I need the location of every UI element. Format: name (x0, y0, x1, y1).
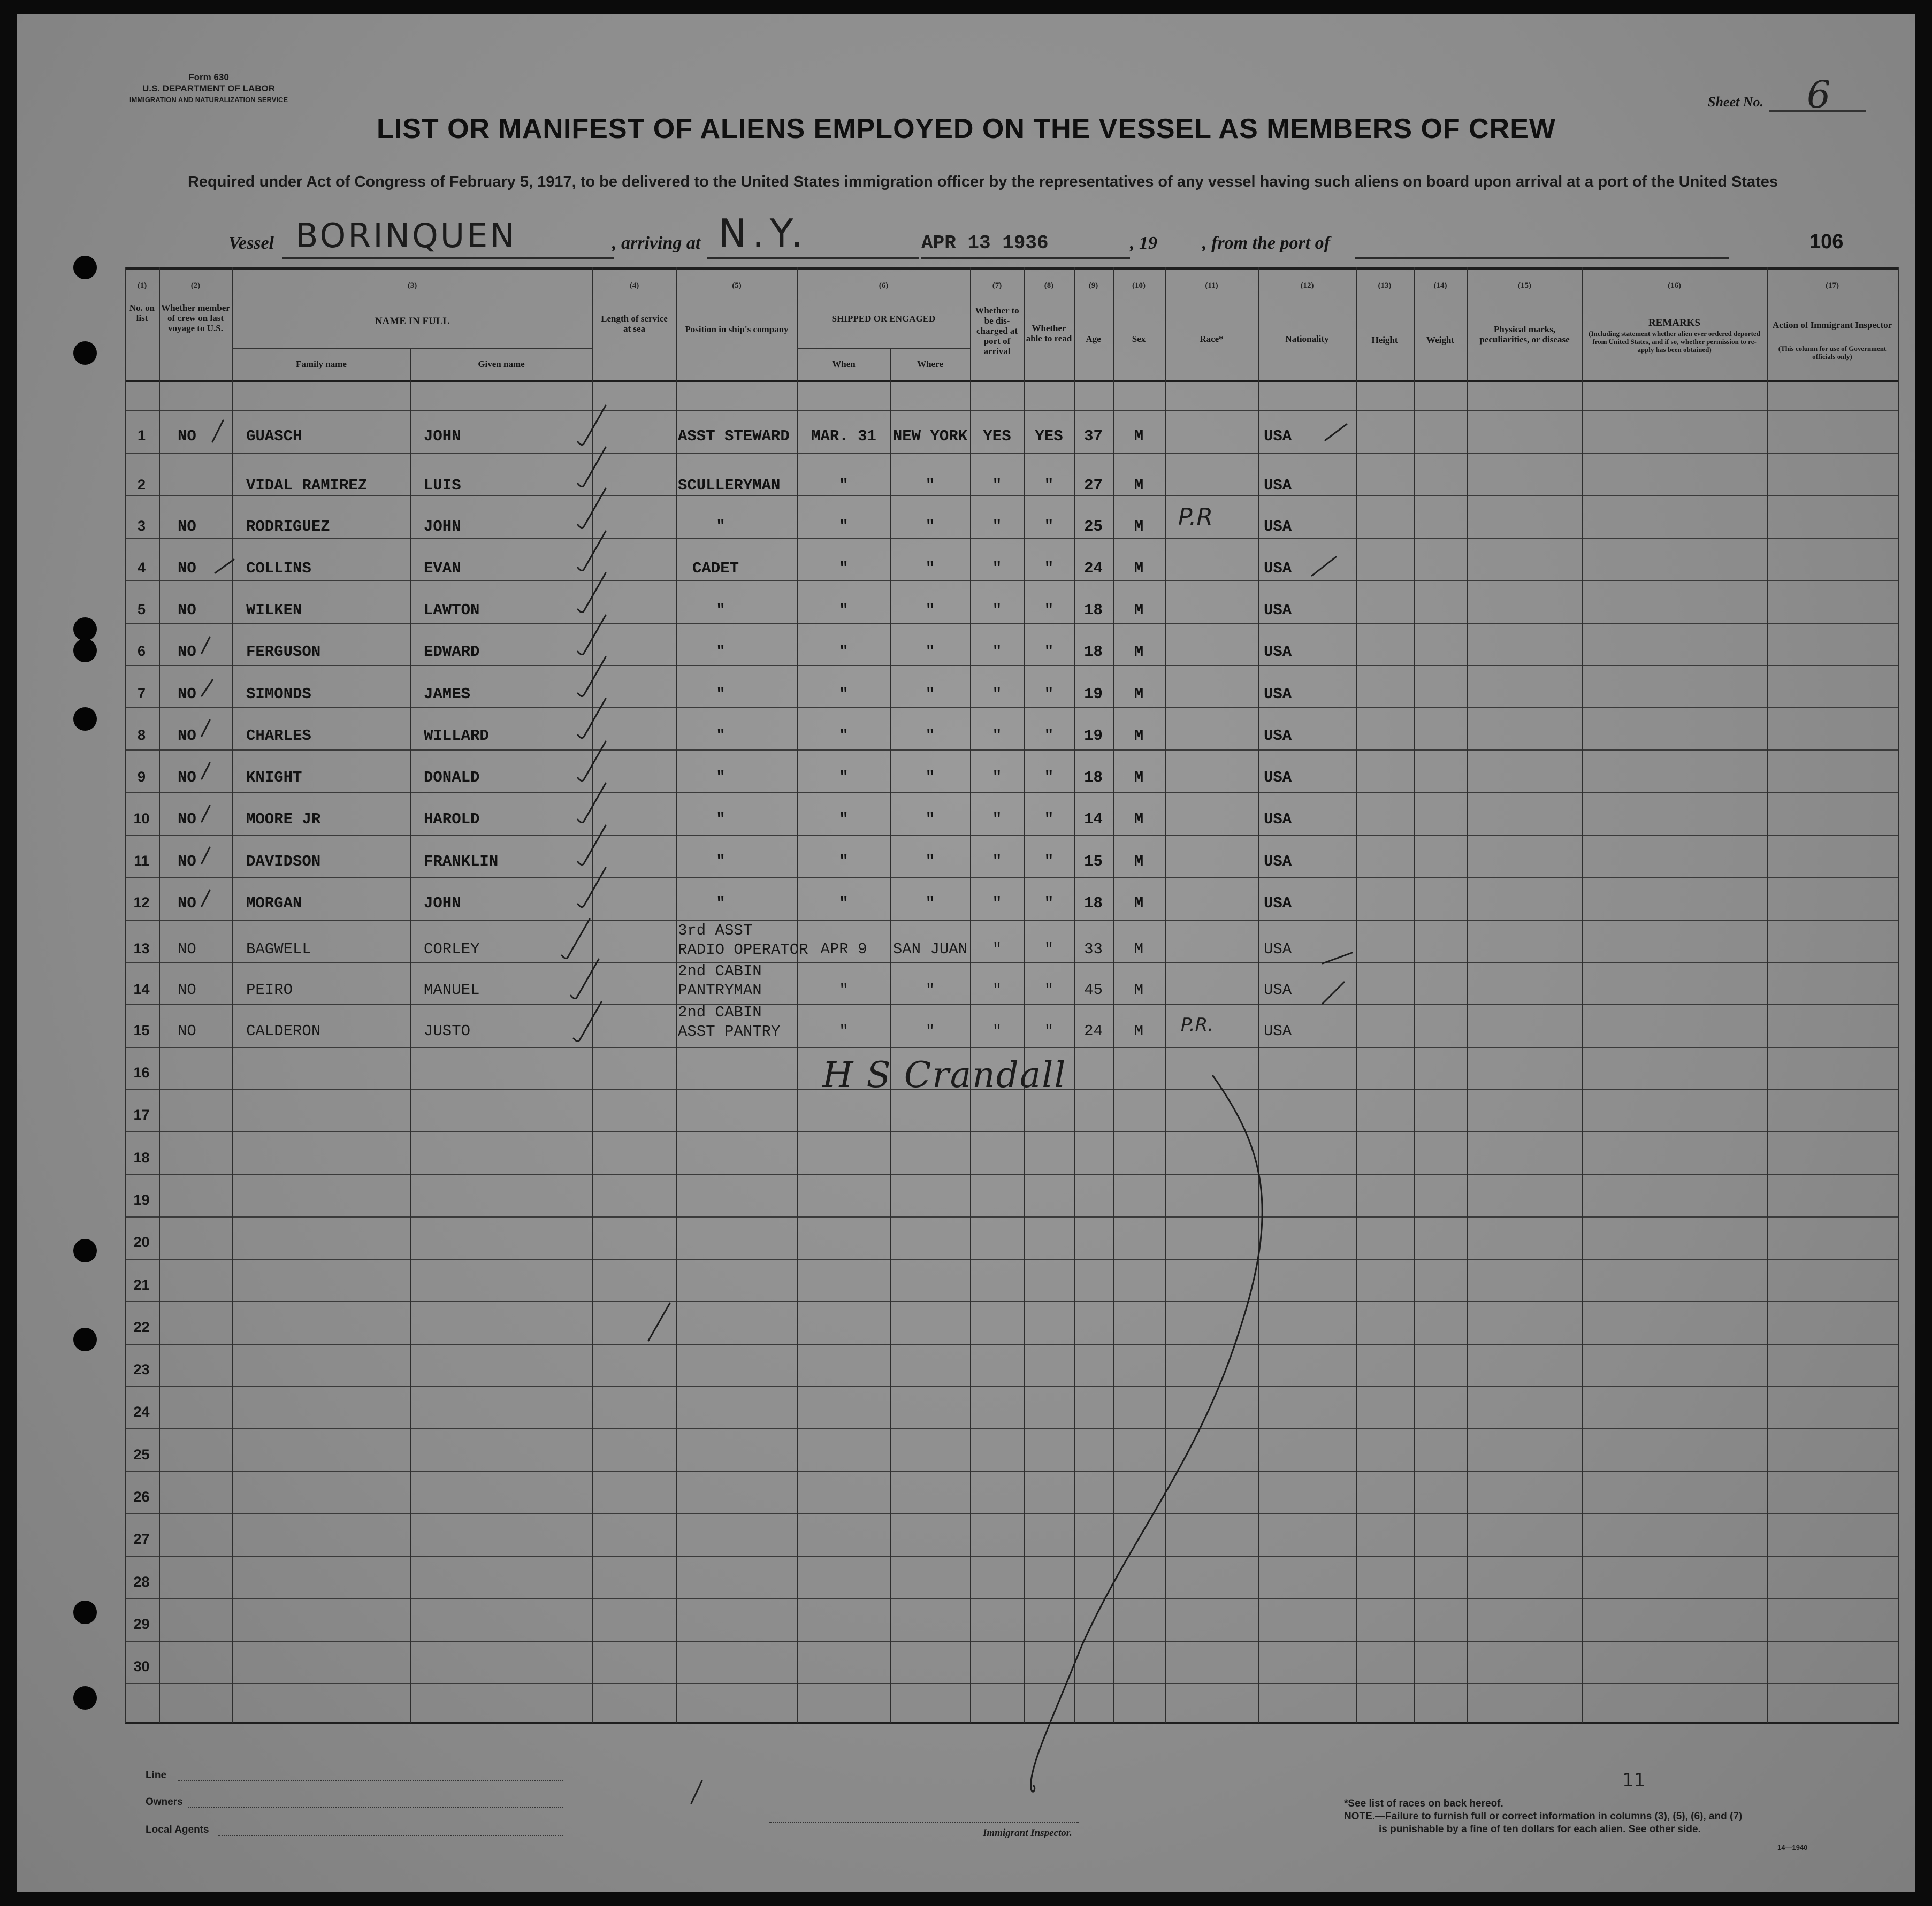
cell-given: DONALD (424, 769, 480, 786)
race-handwritten: P.R (1178, 503, 1213, 531)
cell-when: " (839, 894, 849, 912)
cell-family: SIMONDS (246, 685, 311, 703)
date-stamp: APR 13 1936 (921, 232, 1049, 254)
col-number: (5) (732, 281, 742, 290)
row-number: 23 (133, 1361, 150, 1377)
cell-nationality: USA (1264, 727, 1292, 745)
cell-sex: M (1134, 643, 1144, 661)
cell-given: EDWARD (424, 643, 480, 661)
cell-family: RODRIGUEZ (246, 518, 330, 535)
handwritten-marks (17, 14, 1915, 1892)
manifest-sheet (17, 14, 1915, 1892)
signature: H S Crandall (822, 1054, 1067, 1096)
cell-discharged: " (992, 769, 1002, 786)
cell-age: 15 (1084, 853, 1103, 870)
row-number: 16 (133, 1065, 150, 1081)
cell-sex: M (1134, 853, 1144, 870)
cell-age: 24 (1084, 1022, 1103, 1040)
cell-where: " (925, 769, 935, 786)
cell-given: HAROLD (424, 810, 480, 828)
cell-discharged: " (992, 518, 1002, 535)
col-number: (10) (1132, 281, 1146, 290)
cell-member: NO (178, 810, 196, 828)
cell-discharged: " (992, 560, 1002, 577)
cell-member: NO (178, 727, 196, 745)
header-race: Race* (1200, 334, 1224, 344)
cell-age: 18 (1084, 601, 1103, 619)
header-member-last-voyage: Whether member of crew on last voyage to U.S. (161, 303, 230, 333)
cell-age: 19 (1084, 685, 1103, 703)
cell-read: " (1044, 1022, 1054, 1040)
vessel-name: BORINQUEN (295, 216, 517, 255)
cell-family: GUASCH (246, 427, 302, 445)
cell-family: BAGWELL (246, 940, 311, 958)
year-label: , 19 (1130, 233, 1157, 253)
cell-where: NEW YORK (892, 427, 968, 445)
row-number: 4 (137, 560, 146, 576)
document-subtitle: Required under Act of Congress of February 5, 1917, to be delivered to the United States immigration officer by the representatives of any vessel having such aliens on board upon arrival at a port of the United States (187, 173, 1778, 190)
race-handwritten: P.R. (1181, 1014, 1214, 1036)
row-number: 14 (133, 981, 150, 997)
cell-sex: M (1134, 769, 1144, 786)
col-number: (3) (407, 281, 417, 290)
cell-position: " (716, 685, 726, 703)
row-number: 25 (133, 1446, 150, 1463)
cell-when: " (839, 981, 849, 999)
cell-discharged: " (992, 940, 1002, 958)
form-number: Form 630 (188, 72, 229, 82)
cell-position: " (716, 810, 726, 828)
cell-when: APR 9 (820, 940, 867, 958)
inspector-signature-field (769, 1822, 1079, 1823)
cell-member: NO (178, 643, 196, 661)
row-number: 21 (133, 1277, 150, 1293)
row-number: 10 (133, 810, 150, 826)
header-where: Where (917, 359, 943, 369)
cell-when: " (839, 810, 849, 828)
cell-discharged: " (992, 894, 1002, 912)
col-number: (4) (629, 281, 639, 290)
footer-agents-label: Local Agents (146, 1824, 209, 1835)
cell-sex: M (1134, 560, 1144, 577)
header-sex: Sex (1132, 334, 1146, 344)
cell-given: JUSTO (424, 1022, 471, 1040)
cell-nationality: USA (1264, 427, 1292, 445)
cell-nationality: USA (1264, 810, 1292, 828)
sheet-number: 6 (1807, 73, 1831, 117)
cell-position: " (716, 894, 726, 912)
cell-member: NO (178, 427, 196, 445)
cell-given: EVAN (424, 560, 461, 577)
cell-position: " (716, 601, 726, 619)
cell-sex: M (1134, 940, 1144, 958)
cell-age: 18 (1084, 769, 1103, 786)
cell-discharged: " (992, 643, 1002, 661)
cell-where: " (925, 643, 935, 661)
col-number: (9) (1088, 281, 1098, 290)
cell-age: 18 (1084, 894, 1103, 912)
row-number: 15 (133, 1022, 150, 1038)
footnote-races: *See list of races on back hereof. (1344, 1798, 1503, 1809)
cell-given: JOHN (424, 518, 461, 535)
cell-family: WILKEN (246, 601, 302, 619)
cell-position: " (716, 727, 726, 745)
row-number: 3 (137, 518, 146, 534)
cell-position: " (716, 853, 726, 870)
cell-age: 19 (1084, 727, 1103, 745)
cell-read: " (1044, 518, 1054, 535)
header-discharged: Whether to be dis-charged at port of arrival (975, 305, 1019, 356)
cell-nationality: USA (1264, 477, 1292, 494)
cell-discharged: " (992, 981, 1002, 999)
cell-nationality: USA (1264, 685, 1292, 703)
cell-member: NO (178, 894, 196, 912)
col-number: (7) (992, 281, 1002, 290)
cell-given: CORLEY (424, 940, 480, 958)
header-nationality: Nationality (1285, 334, 1329, 344)
cell-discharged: " (992, 727, 1002, 745)
cell-age: 33 (1084, 940, 1103, 958)
col-number: (16) (1668, 281, 1681, 290)
row-number: 13 (133, 940, 150, 956)
col-number: (2) (190, 281, 201, 290)
cell-age: 27 (1084, 477, 1103, 494)
service-name: IMMIGRATION AND NATURALIZATION SERVICE (129, 96, 288, 104)
cell-discharged: " (992, 810, 1002, 828)
cell-discharged: " (992, 853, 1002, 870)
cell-member: NO (178, 853, 196, 870)
cell-nationality: USA (1264, 981, 1292, 999)
cell-age: 37 (1084, 427, 1103, 445)
cell-when: MAR. 31 (811, 427, 876, 445)
cell-sex: M (1134, 981, 1144, 999)
cell-member: NO (178, 518, 196, 535)
cell-family: COLLINS (246, 560, 311, 577)
cell-when: " (839, 518, 849, 535)
header-action: Action of Immigrant Inspector (1772, 320, 1892, 330)
cell-family: MOORE JR (246, 810, 321, 828)
cell-member: NO (178, 981, 196, 999)
cell-age: 14 (1084, 810, 1103, 828)
cell-position: CADET (692, 560, 739, 577)
cell-family: VIDAL RAMIREZ (246, 477, 368, 494)
col-number: (15) (1518, 281, 1531, 290)
cell-age: 25 (1084, 518, 1103, 535)
cell-where: " (925, 981, 935, 999)
col-number: (12) (1300, 281, 1314, 290)
cell-position: ASST STEWARD (678, 427, 790, 445)
header-position: Position in ship's company (685, 324, 789, 334)
row-number: 24 (133, 1404, 150, 1420)
print-code: 14—1940 (1777, 1843, 1808, 1851)
row-number: 8 (137, 727, 146, 743)
cell-nationality: USA (1264, 1022, 1292, 1040)
row-number: 30 (133, 1658, 150, 1674)
cell-where: " (925, 853, 935, 870)
header-action-note: (This column for use of Government officials only) (1778, 345, 1887, 361)
inspector-label: Immigrant Inspector. (983, 1827, 1072, 1839)
header-remarks-note: (Including statement whether alien ever ordered deported from United States, and if so, whether permission to re-apply has been obtained) (1589, 330, 1760, 354)
cell-given: FRANKLIN (424, 853, 499, 870)
header-able-read: Whether able to read (1026, 323, 1072, 343)
row-number: 18 (133, 1150, 150, 1166)
row-number: 27 (133, 1531, 150, 1547)
cell-when: " (839, 601, 849, 619)
cell-given: JAMES (424, 685, 471, 703)
cell-family: PEIRO (246, 981, 293, 999)
cell-member: NO (178, 940, 196, 958)
document-title: LIST OR MANIFEST OF ALIENS EMPLOYED ON THE VESSEL AS MEMBERS OF CREW (377, 113, 1556, 144)
cell-when: " (839, 477, 849, 494)
cell-where: " (925, 810, 935, 828)
row-number: 28 (133, 1574, 150, 1590)
page-number: 106 (1809, 231, 1844, 253)
cell-when: " (839, 769, 849, 786)
cell-age: 24 (1084, 560, 1103, 577)
cell-age: 45 (1084, 981, 1103, 999)
cell-where: " (925, 477, 935, 494)
from-port-label: , from the port of (1202, 233, 1330, 253)
cell-sex: M (1134, 727, 1144, 745)
cell-sex: M (1134, 810, 1144, 828)
cell-member: NO (178, 685, 196, 703)
cell-member: NO (178, 560, 196, 577)
cell-family: MORGAN (246, 894, 302, 912)
row-number: 5 (137, 601, 146, 617)
col-number: (13) (1378, 281, 1392, 290)
col-number: (6) (879, 281, 889, 290)
cell-read: " (1044, 560, 1054, 577)
row-number: 1 (137, 427, 146, 443)
cell-where: " (925, 727, 935, 745)
cell-discharged: " (992, 477, 1002, 494)
cell-read: " (1044, 477, 1054, 494)
cell-sex: M (1134, 427, 1144, 445)
col-number: (1) (137, 281, 147, 290)
cell-read: YES (1035, 427, 1063, 445)
cell-where: " (925, 560, 935, 577)
cell-sex: M (1134, 477, 1144, 494)
cell-nationality: USA (1264, 853, 1292, 870)
cell-sex: M (1134, 518, 1144, 535)
cell-given: MANUEL (424, 981, 480, 999)
cell-read: " (1044, 727, 1054, 745)
cell-position: " (716, 643, 726, 661)
footer-line-label: Line (146, 1770, 167, 1781)
cell-when: " (839, 685, 849, 703)
arriving-label: , arriving at (612, 233, 701, 253)
cell-where: " (925, 601, 935, 619)
col-number: (8) (1044, 281, 1054, 290)
footer-agents-field (218, 1835, 563, 1836)
row-number: 6 (137, 643, 146, 659)
col-number: (14) (1433, 281, 1447, 290)
cell-discharged: YES (983, 427, 1011, 445)
sheet-number-label: Sheet No. (1708, 94, 1763, 110)
cell-when: " (839, 560, 849, 577)
row-number: 9 (137, 769, 146, 785)
footnote-penalty-cont: is punishable by a fine of ten dollars for each alien. See other side. (1379, 1824, 1701, 1835)
header-given-name: Given name (478, 359, 525, 369)
cell-read: " (1044, 769, 1054, 786)
cell-position: 2nd CABIN ASST PANTRY (678, 1004, 781, 1040)
footnote-penalty: NOTE.—Failure to furnish full or correct information in columns (3), (5), (6), and (7) (1344, 1811, 1743, 1822)
cell-where: " (925, 1022, 935, 1040)
footer-owners-field (188, 1807, 563, 1808)
cell-position: 3rd ASST RADIO OPERATOR (678, 922, 808, 959)
cell-read: " (1044, 643, 1054, 661)
cell-read: " (1044, 601, 1054, 619)
cell-read: " (1044, 940, 1054, 958)
header-remarks: REMARKS (1648, 317, 1701, 328)
cell-nationality: USA (1264, 643, 1292, 661)
cell-where: " (925, 518, 935, 535)
row-number: 12 (133, 894, 150, 910)
cell-nationality: USA (1264, 518, 1292, 535)
cell-position: 2nd CABIN PANTRYMAN (678, 962, 762, 999)
cell-member: NO (178, 1022, 196, 1040)
header-length-service: Length of service at sea (601, 313, 668, 334)
cell-family: FERGUSON (246, 643, 321, 661)
cell-when: " (839, 1022, 849, 1040)
cell-given: LUIS (424, 477, 461, 494)
vessel-label: Vessel (228, 233, 274, 253)
cell-family: CALDERON (246, 1022, 321, 1040)
row-number: 22 (133, 1319, 150, 1335)
cell-sex: M (1134, 601, 1144, 619)
row-number: 2 (137, 477, 146, 493)
cell-read: " (1044, 685, 1054, 703)
cell-given: LAWTON (424, 601, 480, 619)
cell-where: " (925, 894, 935, 912)
cell-position: " (716, 518, 726, 535)
cell-discharged: " (992, 685, 1002, 703)
header-no-on-list: No. on list (129, 303, 155, 323)
header-age: Age (1086, 334, 1101, 344)
col-number: (11) (1205, 281, 1218, 290)
cell-member: NO (178, 769, 196, 786)
cell-nationality: USA (1264, 940, 1292, 958)
header-physical-marks: Physical marks, peculiarities, or disease (1479, 324, 1570, 345)
header-family-name: Family name (296, 359, 347, 369)
department-name: U.S. DEPARTMENT OF LABOR (142, 83, 276, 94)
row-number: 20 (133, 1234, 150, 1250)
cell-discharged: " (992, 601, 1002, 619)
header-shipped-engaged: SHIPPED OR ENGAGED (831, 313, 936, 324)
cell-position: " (716, 769, 726, 786)
cell-given: JOHN (424, 427, 461, 445)
cell-nationality: USA (1264, 560, 1292, 577)
cell-read: " (1044, 894, 1054, 912)
cell-read: " (1044, 981, 1054, 999)
cell-nationality: USA (1264, 894, 1292, 912)
arrival-port: N.Y. (718, 211, 809, 256)
cell-read: " (1044, 810, 1054, 828)
stray-mark: 11 (1622, 1770, 1646, 1791)
cell-where: " (925, 685, 935, 703)
cell-family: CHARLES (246, 727, 311, 745)
cell-discharged: " (992, 1022, 1002, 1040)
cell-where: SAN JUAN (892, 940, 968, 958)
cell-family: KNIGHT (246, 769, 302, 786)
cell-sex: M (1134, 1022, 1144, 1040)
footer-owners-label: Owners (146, 1796, 183, 1808)
footer-line-field (178, 1780, 563, 1781)
cell-when: " (839, 853, 849, 870)
cell-family: DAVIDSON (246, 853, 321, 870)
cell-sex: M (1134, 894, 1144, 912)
cell-age: 18 (1084, 643, 1103, 661)
header-weight: Weight (1426, 335, 1454, 345)
cell-nationality: USA (1264, 769, 1292, 786)
header-when: When (832, 359, 856, 369)
row-number: 11 (134, 853, 149, 869)
row-number: 19 (133, 1192, 150, 1208)
row-number: 26 (133, 1489, 150, 1505)
cell-nationality: USA (1264, 601, 1292, 619)
cell-when: " (839, 727, 849, 745)
header-height: Height (1371, 335, 1398, 345)
row-number: 29 (133, 1616, 150, 1632)
cell-member: NO (178, 601, 196, 619)
cell-when: " (839, 643, 849, 661)
cell-position: SCULLERYMAN (678, 477, 781, 494)
cell-given: JOHN (424, 894, 461, 912)
cell-read: " (1044, 853, 1054, 870)
row-number: 7 (137, 685, 146, 701)
cell-given: WILLARD (424, 727, 489, 745)
cell-sex: M (1134, 685, 1144, 703)
row-number: 17 (133, 1107, 150, 1123)
col-number: (17) (1826, 281, 1839, 290)
header-name-in-full: NAME IN FULL (375, 316, 450, 327)
